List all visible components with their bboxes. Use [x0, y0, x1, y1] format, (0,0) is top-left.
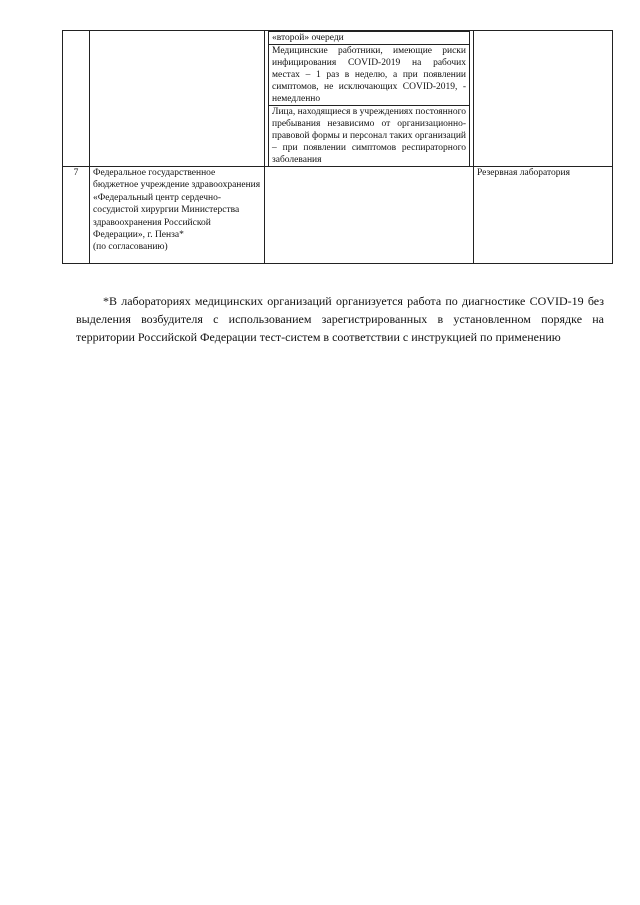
tested-group-item: «второй» очереди [269, 32, 470, 45]
row-number-cell [63, 31, 90, 167]
tested-groups-cell [265, 31, 474, 167]
organization-name: Федеральное государственное бюджетное учреждение здравоохранения «Федеральный центр сердечно-сосудистой хирургии Министерства здравоохранения Российской Федерации», г. Пенза* [93, 168, 261, 241]
laboratory-type-cell: Резервная лаборатория [474, 167, 613, 264]
laboratory-table [62, 30, 613, 264]
tested-groups-cell [265, 167, 474, 264]
table-row-continued [63, 31, 613, 167]
tested-group-item: Лица, находящиеся в учреждениях постоянного пребывания независимо от организационно-правовой формы и персонал таких организаций – при появлении симптомов респираторного заболевания [269, 106, 470, 167]
row-number-cell: 7 [63, 167, 90, 264]
organization-cell [90, 31, 265, 167]
organization-note: (по согласованию) [93, 242, 168, 253]
table-row [63, 167, 613, 264]
organization-cell [90, 167, 265, 264]
tested-groups-list [268, 31, 470, 166]
tested-group-item: Медицинские работники, имеющие риски инфицирования COVID-2019 на рабочих местах – 1 раз в неделю, а при появлении симптомов, не исключающих COVID-2019, - немедленно [269, 45, 470, 106]
laboratory-type-cell [474, 31, 613, 167]
footnote: *В лабораториях медицинских организаций организуется работа по диагностике COVID-19 без выделения возбудителя с использованием зарегистрированных в установленном порядке на территории Российской Федерации тест-систем в соответствии с инструкцией по применению [76, 294, 604, 344]
